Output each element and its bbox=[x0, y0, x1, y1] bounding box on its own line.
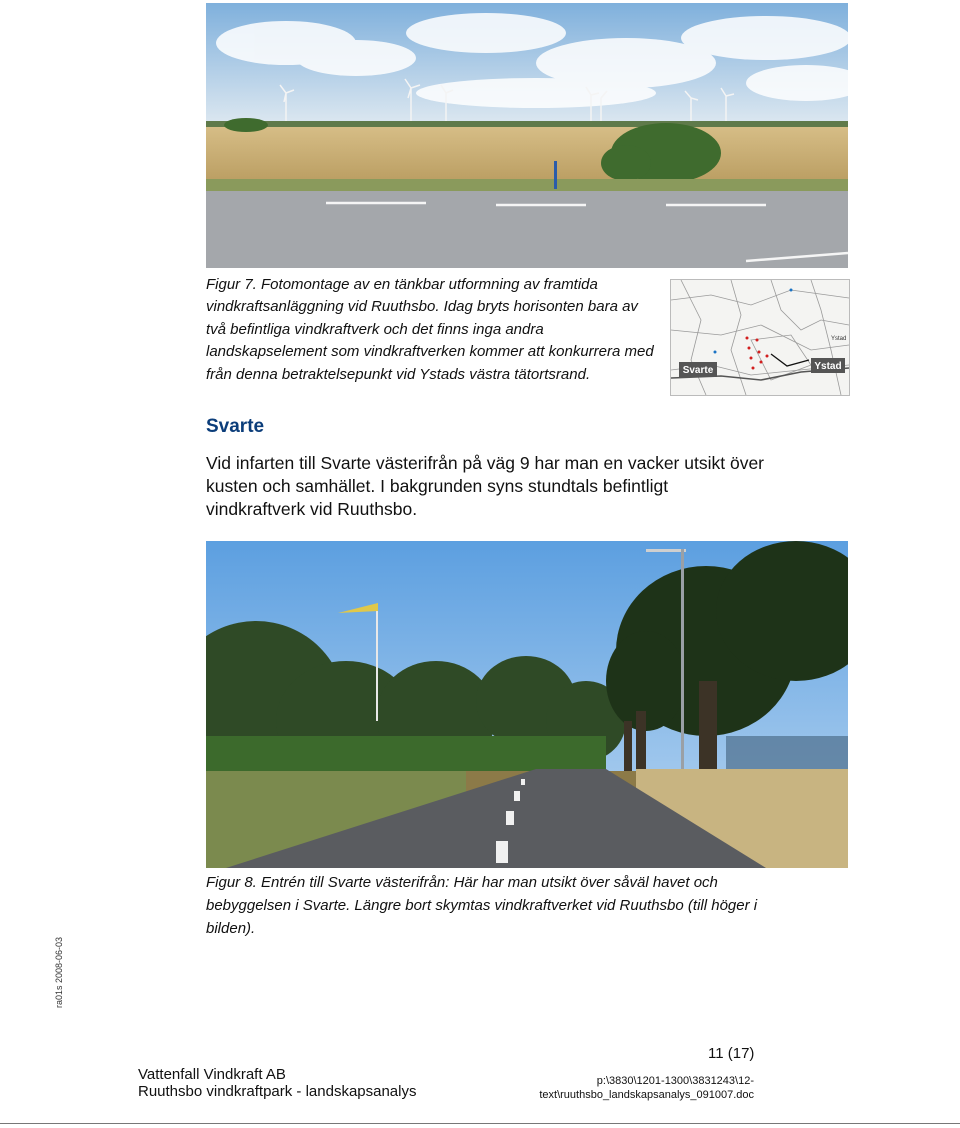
footer-document-title: Ruuthsbo vindkraftpark - landskapsanalys bbox=[138, 1083, 417, 1100]
figure-8-caption: Figur 8. Entrén till Svarte västerifrån: Här har man utsikt över såväl havet och bebyggelsen i Svarte. Längre bort skymtas vindkraftverket vid Ruuthsbo (till höger i bilden). bbox=[206, 874, 758, 937]
map-label-ystad-small: Ystad bbox=[831, 336, 847, 342]
section-body: Vid infarten till Svarte västerifrån på väg 9 har man en vacker utsikt över kusten och samhället. I bakgrunden syns stundtals befintligt vindkraftverk vid Ruuthsbo. bbox=[206, 453, 765, 519]
footer-divider bbox=[0, 1123, 960, 1124]
document-code: ra01s 2008-06-03 bbox=[54, 936, 64, 1008]
section-heading: Svarte bbox=[206, 416, 265, 437]
road-photo bbox=[206, 541, 848, 868]
map-label-svarte: Svarte bbox=[682, 365, 714, 376]
location-map bbox=[670, 279, 850, 396]
figure-7-caption: Figur 7. Fotomontage av en tänkbar utformning av framtida vindkraftsanläggning vid Ruuthsbo. Idag bryts horisonten bara av två befintliga vindkraftverk och det finns inga andra landskapselement som vindkraftverken kommer att konkurrera med från denna betraktelsepunkt vid Ystads västra tätortsrand. bbox=[206, 276, 654, 383]
field-photomontage bbox=[206, 3, 848, 268]
map-label-ystad: Ystad bbox=[814, 361, 842, 372]
file-path-line-1: p:\3830\1201-1300\3831243\12- bbox=[596, 1075, 754, 1087]
page-number: 11 (17) bbox=[708, 1045, 755, 1062]
footer-file-path bbox=[494, 1074, 754, 1102]
footer-company: Vattenfall Vindkraft AB bbox=[138, 1066, 286, 1083]
file-path-line-2: text\ruuthsbo_landskapsanalys_091007.doc bbox=[539, 1089, 754, 1101]
